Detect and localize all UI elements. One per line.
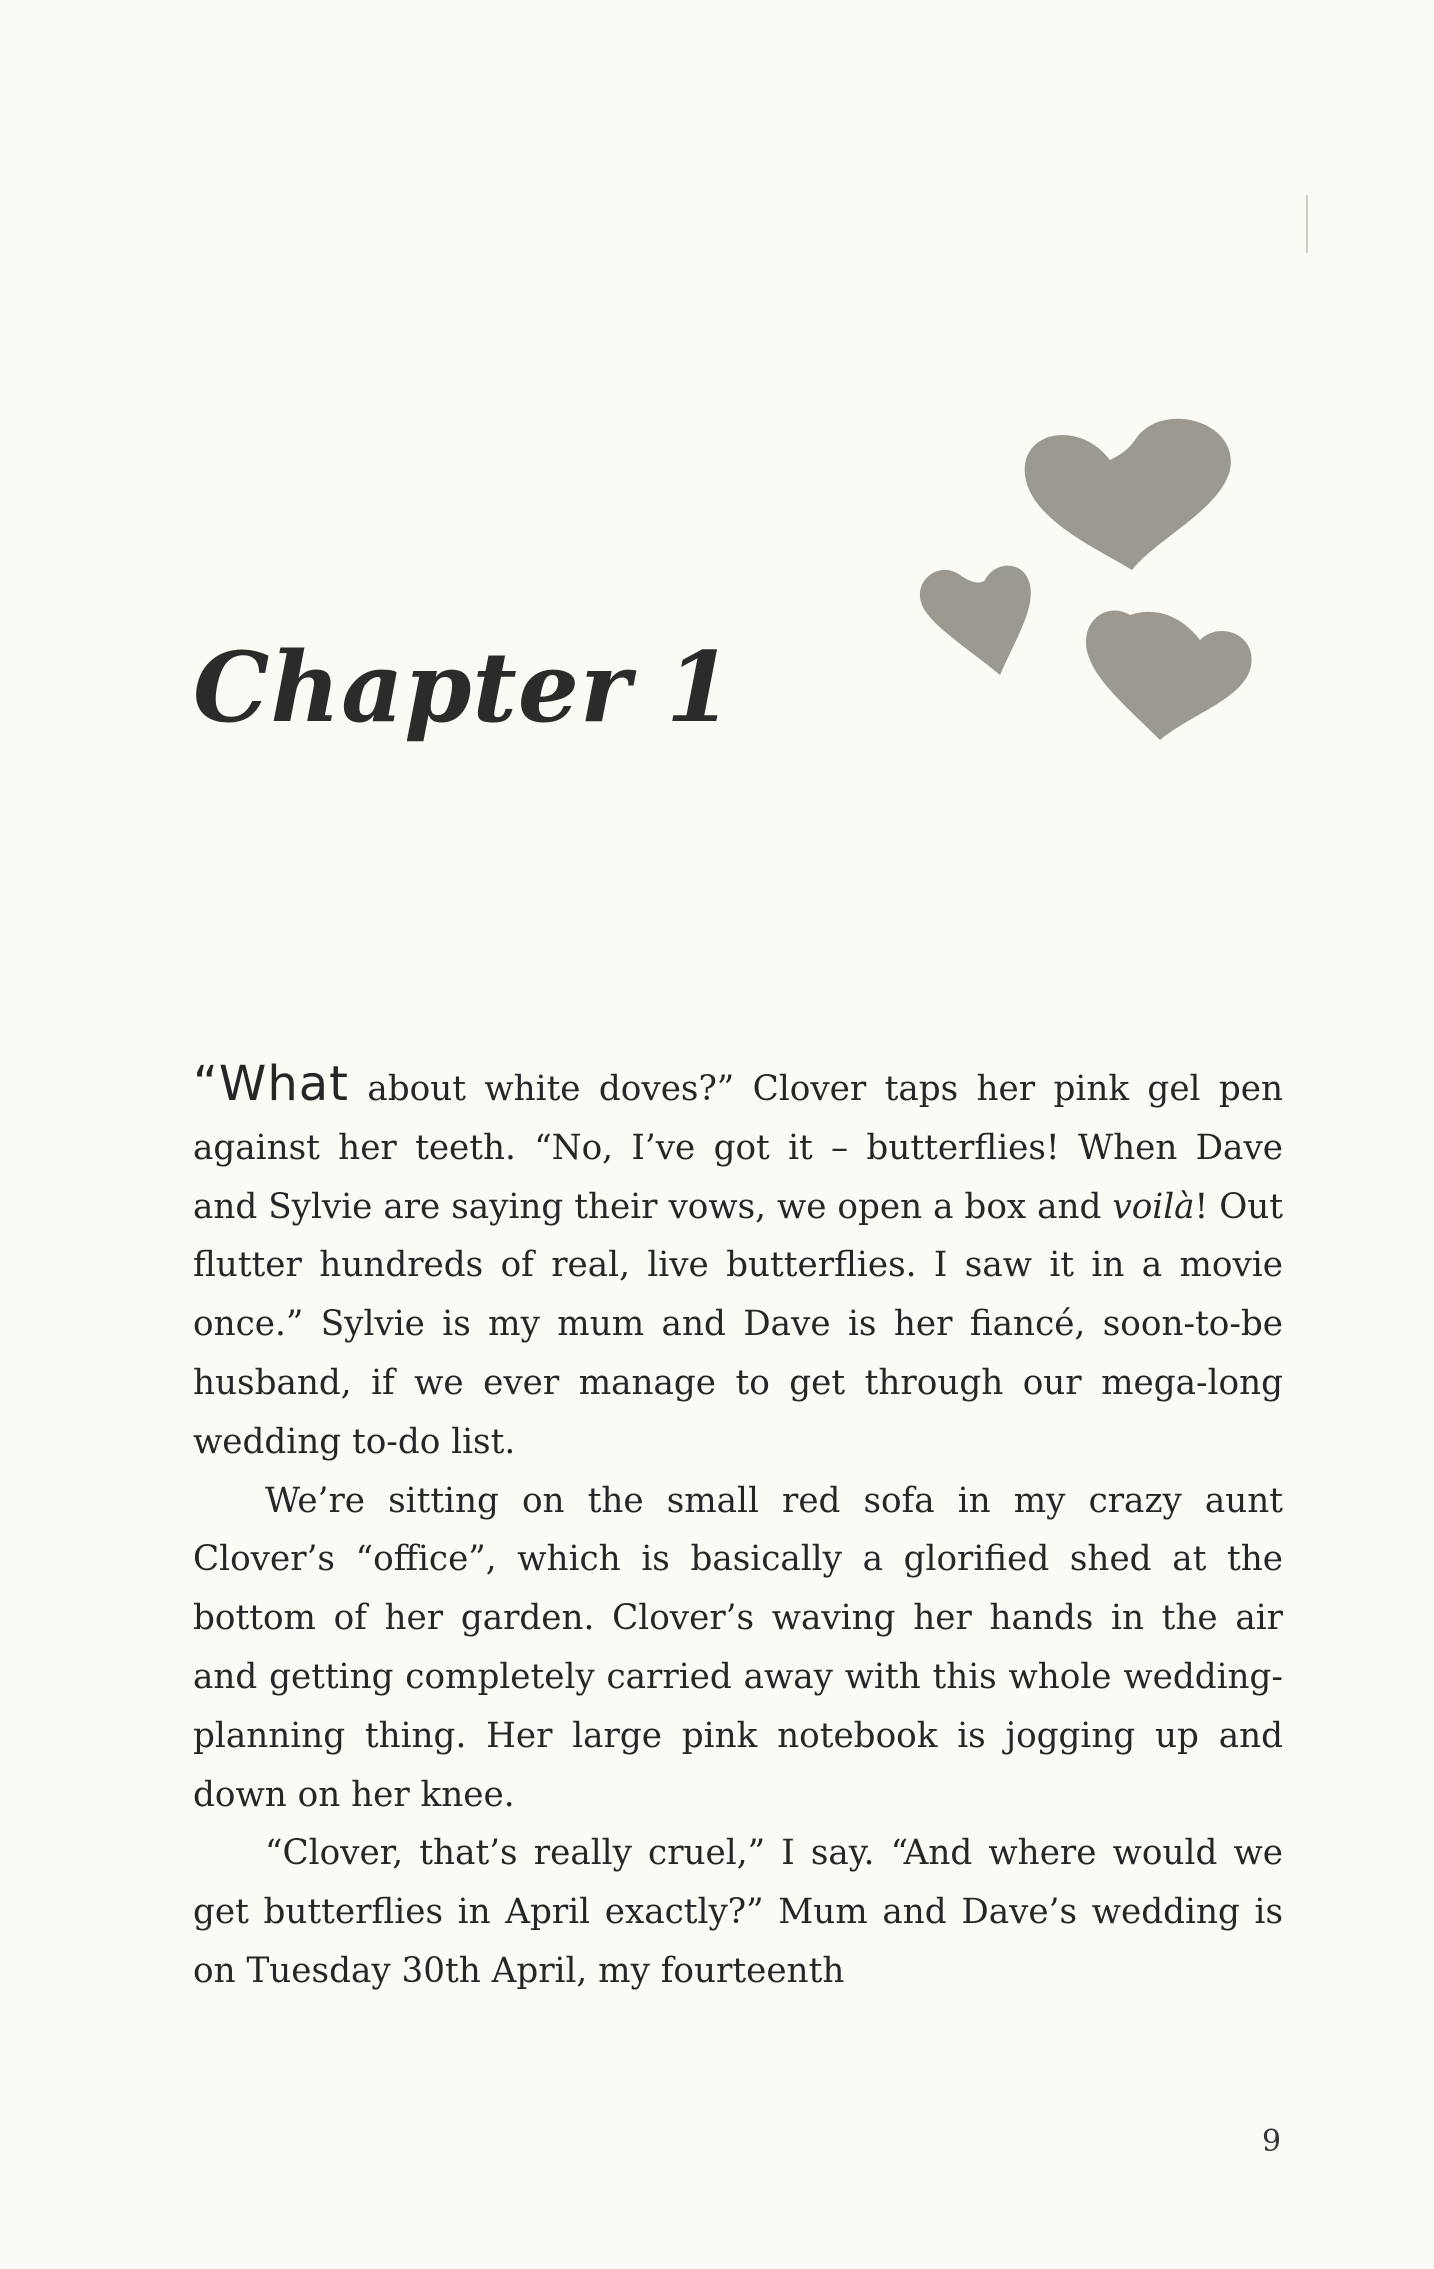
chapter-body (193, 1055, 1283, 2001)
chapter-title: Chapter 1 (193, 631, 734, 744)
large-heart-icon (1025, 419, 1231, 570)
scan-mark (1306, 195, 1308, 253)
small-heart-icon (920, 566, 1031, 675)
paragraph-text: about white doves?” Clover taps her pink gel pen against her teeth. “No, I’ve got it – butterflies! When Dave and Sylvie are saying their vows, we open a box and (193, 1069, 1283, 1227)
paragraph: “Clover, that’s really cruel,” I say. “And where would we get butterflies in April exactly?” Mum and Dave’s wedding is on Tuesday 30th April, my fourteenth (193, 1833, 1283, 1991)
medium-heart-icon (1086, 611, 1252, 740)
opening-word: “What (193, 1056, 349, 1112)
hearts-icon (900, 400, 1300, 780)
paragraph-text: ! Out flutter hundreds of real, live butterflies. I saw it in a movie once.” Sylvie is my mum and Dave is her fiancé, soon-to-be husband, if we ever manage to get through our mega-long wedding to-do list. (193, 1186, 1284, 1462)
paragraph (193, 1055, 1283, 1472)
page-number: 9 (1262, 2124, 1282, 2159)
emphasis-text: voilà (1112, 1186, 1195, 1227)
paragraph: We’re sitting on the small red sofa in my crazy aunt Clover’s “office”, which is basically a glorified shed at the bottom of her garden. Clover’s waving her hands in the air and getting completely carried away with this whole wedding-planning thing. Her large pink notebook is jogging up and down on her knee. (193, 1480, 1283, 1815)
